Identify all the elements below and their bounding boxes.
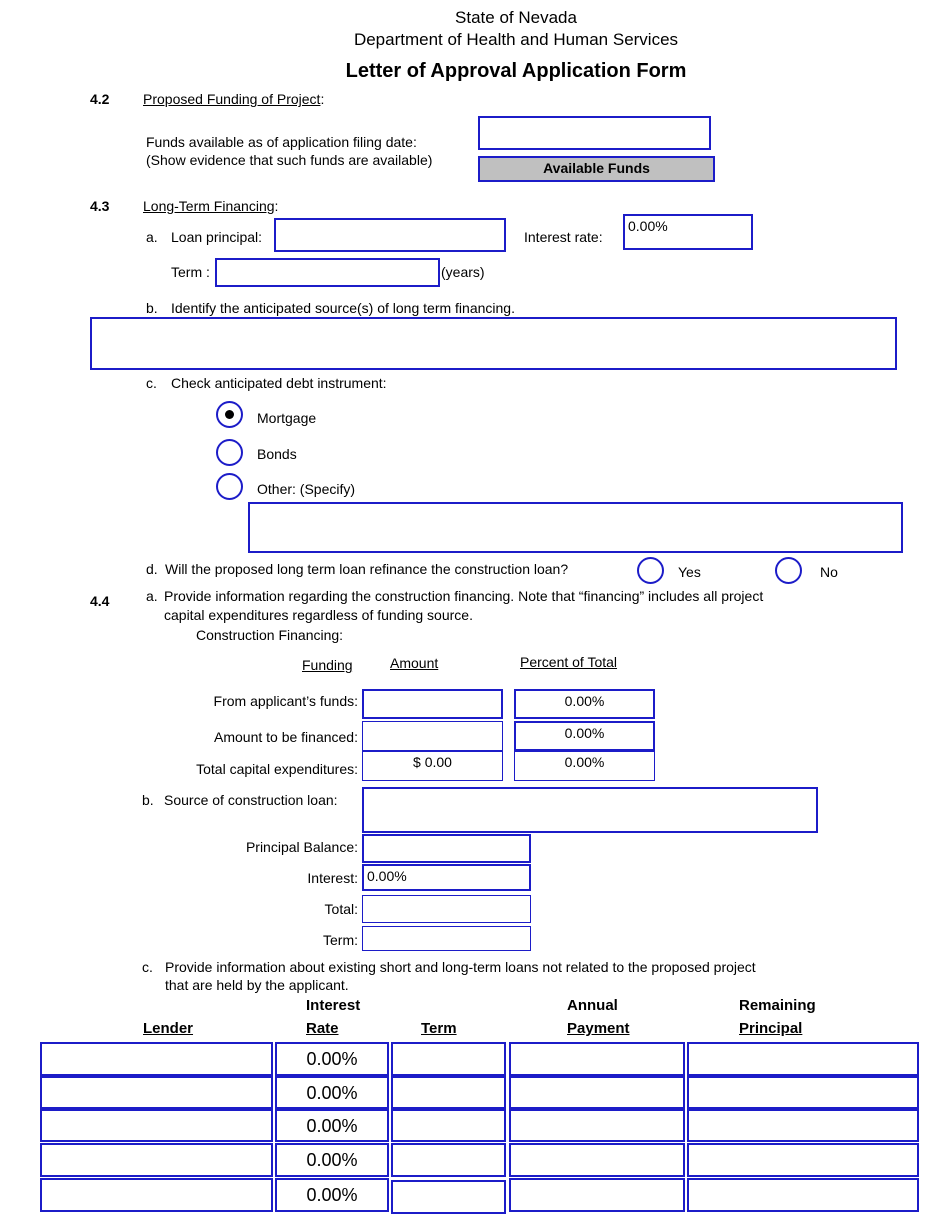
interest-rate-field[interactable]: 0.00% (623, 214, 753, 250)
loan-principal-field[interactable] (687, 1143, 919, 1177)
loan-principal-label: Loan principal: (171, 229, 263, 245)
item-c-prefix: c. (146, 375, 157, 391)
loan-principal-field[interactable] (687, 1076, 919, 1109)
construction-info-line1: Provide information regarding the construction financing. Note that “financing” includes all project (164, 588, 764, 604)
loans-header-term: Term (421, 1020, 457, 1037)
loan-term-field[interactable] (391, 1143, 506, 1177)
other-label: Other: (Specify) (257, 481, 356, 497)
item-4-4-b-prefix: b. (142, 792, 154, 808)
refinance-no-label: No (820, 564, 838, 580)
amount-financed-label: Amount to be financed: (214, 729, 358, 745)
mortgage-radio[interactable] (216, 401, 243, 428)
construction-term-label: Term: (323, 932, 358, 948)
loan-lender-field[interactable] (40, 1076, 273, 1109)
loans-header-lender: Lender (143, 1020, 194, 1037)
construction-info-line2: capital expenditures regardless of funding source. (164, 607, 473, 623)
refinance-yes-radio[interactable] (637, 557, 664, 584)
refinance-no-radio[interactable] (775, 557, 802, 584)
loan-term-field[interactable] (391, 1180, 506, 1214)
loan-payment-field[interactable] (509, 1042, 685, 1076)
long-term-source-label: Identify the anticipated source(s) of long term financing. (171, 300, 515, 316)
term-unit-label: (years) (441, 264, 485, 280)
total-capital-amount[interactable]: $ 0.00 (362, 751, 503, 781)
loan-payment-field[interactable] (509, 1143, 685, 1177)
loan-rate-field[interactable]: 0.00% (275, 1143, 389, 1177)
refinance-yes-label: Yes (678, 564, 701, 580)
section-heading-4-3-colon: : (274, 198, 279, 214)
column-funding: Funding (302, 657, 353, 673)
header-department: Department of Health and Human Services (353, 30, 679, 49)
loan-rate-field[interactable]: 0.00% (275, 1109, 389, 1142)
section-heading-4-3 (143, 198, 278, 214)
applicant-funds-percent[interactable]: 0.00% (514, 689, 655, 719)
existing-loans-line1: Provide information about existing short and long-term loans not related to the proposed project (165, 959, 756, 975)
construction-interest-field[interactable]: 0.00% (362, 864, 531, 891)
section-number-4-2: 4.2 (90, 91, 110, 107)
term-label: Term : (171, 264, 210, 280)
mortgage-label: Mortgage (257, 410, 317, 426)
section-number-4-4: 4.4 (90, 593, 110, 609)
funds-available-field[interactable] (478, 116, 711, 150)
section-heading-4-2-text: Proposed Funding of Project (143, 91, 321, 107)
loan-lender-field[interactable] (40, 1143, 273, 1177)
section-heading-4-2-colon: : (320, 91, 325, 107)
term-field[interactable] (215, 258, 440, 287)
other-radio[interactable] (216, 473, 243, 500)
loans-header-payment: Payment (567, 1020, 630, 1037)
loan-principal-field[interactable] (687, 1042, 919, 1076)
loan-payment-field[interactable] (509, 1178, 685, 1212)
long-term-source-field[interactable] (90, 317, 897, 370)
construction-loan-source-field[interactable] (362, 787, 818, 833)
section-number-4-3: 4.3 (90, 198, 110, 214)
amount-financed-amount[interactable] (362, 721, 503, 751)
loan-rate-field[interactable]: 0.00% (275, 1076, 389, 1109)
total-capital-label: Total capital expenditures: (196, 761, 358, 777)
section-heading-4-2 (143, 91, 324, 107)
available-funds-button[interactable]: Available Funds (478, 156, 715, 182)
loan-lender-field[interactable] (40, 1178, 273, 1212)
construction-interest-label: Interest: (307, 870, 358, 886)
page-title: Letter of Approval Application Form (345, 60, 687, 82)
loans-header-principal: Principal (739, 1020, 803, 1037)
construction-term-field[interactable] (362, 926, 531, 951)
loan-term-field[interactable] (391, 1109, 506, 1142)
loan-principal-field[interactable] (274, 218, 506, 252)
existing-loans-line2: that are held by the applicant. (165, 977, 349, 993)
column-percent-of-total: Percent of Total (520, 654, 618, 670)
other-specify-field[interactable] (248, 502, 903, 553)
item-b-prefix: b. (146, 300, 158, 316)
loans-header-annual: Annual (567, 997, 618, 1014)
refinance-question: Will the proposed long term loan refinance the construction loan? (165, 561, 569, 577)
loans-header-remaining: Remaining (739, 997, 816, 1014)
applicant-funds-label: From applicant’s funds: (213, 693, 358, 709)
construction-financing-label: Construction Financing: (196, 627, 344, 643)
item-d-prefix: d. (146, 561, 158, 577)
loans-header-interest: Interest (306, 997, 361, 1014)
loan-lender-field[interactable] (40, 1109, 273, 1142)
loan-rate-field[interactable]: 0.00% (275, 1178, 389, 1212)
funds-label-line1: Funds available as of application filing date: (146, 134, 417, 150)
section-heading-4-3-text: Long-Term Financing (143, 198, 275, 214)
applicant-funds-amount[interactable] (362, 689, 503, 719)
loan-principal-field[interactable] (687, 1178, 919, 1212)
item-4-4-a-prefix: a. (146, 588, 158, 604)
loan-payment-field[interactable] (509, 1109, 685, 1142)
principal-balance-label: Principal Balance: (245, 839, 358, 855)
amount-financed-percent[interactable]: 0.00% (514, 721, 655, 751)
construction-loan-source-label: Source of construction loan: (164, 792, 338, 808)
bonds-radio[interactable] (216, 439, 243, 466)
loan-payment-field[interactable] (509, 1076, 685, 1109)
loan-lender-field[interactable] (40, 1042, 273, 1076)
bonds-label: Bonds (257, 446, 297, 462)
funds-label-line2: (Show evidence that such funds are available) (146, 152, 433, 168)
total-capital-percent[interactable]: 0.00% (514, 751, 655, 781)
principal-balance-field[interactable] (362, 834, 531, 863)
item-a-prefix: a. (146, 229, 158, 245)
item-4-4-c-prefix: c. (142, 959, 153, 975)
debt-instrument-label: Check anticipated debt instrument: (171, 375, 387, 391)
header-state: State of Nevada (455, 8, 577, 27)
loan-rate-field[interactable]: 0.00% (275, 1042, 389, 1076)
loans-header-rate: Rate (306, 1020, 339, 1037)
loan-term-field[interactable] (391, 1076, 506, 1109)
interest-rate-label: Interest rate: (524, 229, 603, 245)
construction-total-label: Total: (324, 901, 358, 917)
loan-principal-field[interactable] (687, 1109, 919, 1142)
column-amount: Amount (390, 655, 439, 671)
loan-term-field[interactable] (391, 1042, 506, 1076)
construction-total-field[interactable] (362, 895, 531, 923)
